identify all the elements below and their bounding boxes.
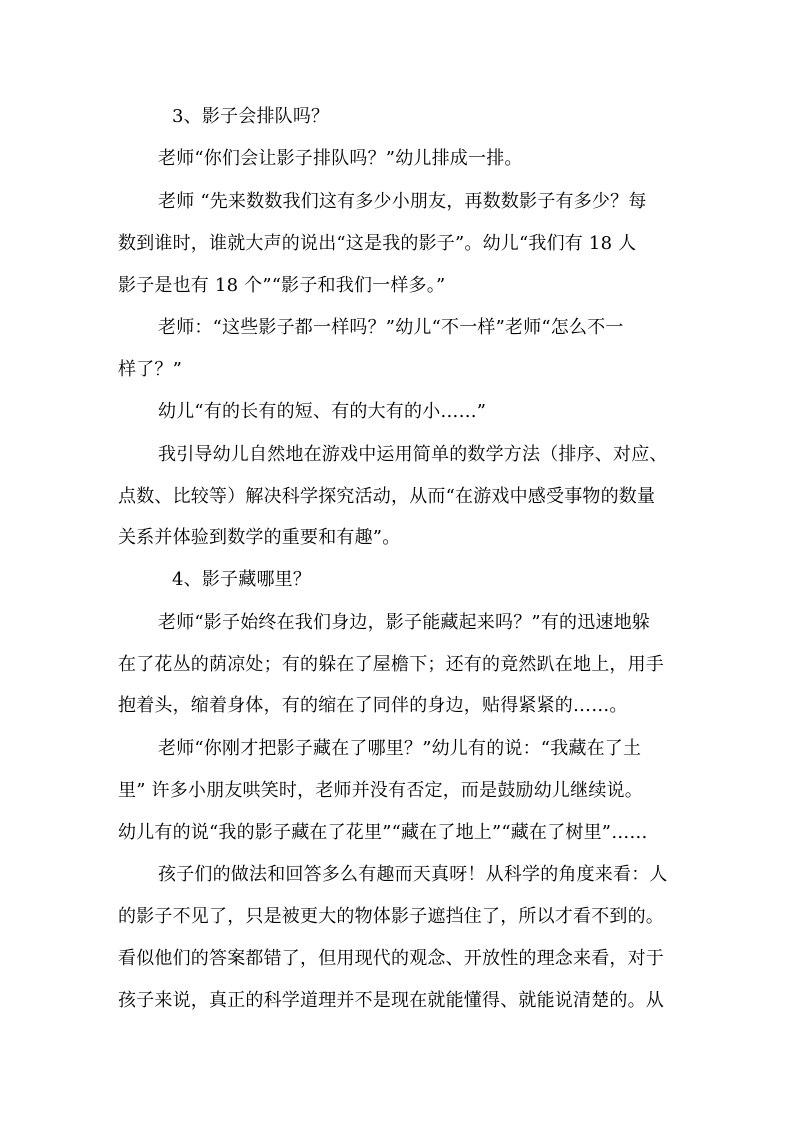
paragraph-line: 孩子来说，真正的科学道理并不是现在就能懂得、就能说清楚的。从	[118, 990, 664, 1011]
paragraph-line: 关系并体验到数学的重要和有趣”。	[118, 527, 401, 548]
section-heading-3: 3、影子会排队吗？	[172, 106, 330, 127]
paragraph-line: 点数、比较等）解决科学探究活动，从而“在游戏中感受事物的数量	[118, 486, 656, 507]
paragraph-line: 在了花丛的荫凉处；有的躲在了屋檐下；还有的竟然趴在地上，用手	[118, 654, 664, 675]
paragraph-line: 的影子不见了，只是被更大的物体影子遮挡住了，所以才看不到的。	[118, 906, 664, 927]
paragraph-line: 幼儿有的说“我的影子藏在了花里”“藏在了地上”“藏在了树里”……	[118, 822, 648, 843]
paragraph-line: 看似他们的答案都错了，但用现代的观念、开放性的理念来看，对于	[118, 948, 664, 969]
paragraph-line: 老师“你刚才把影子藏在了哪里？”幼儿有的说：“我藏在了土	[158, 738, 642, 759]
paragraph-line: 老师“你们会让影子排队吗？”幼儿排成一排。	[158, 148, 523, 169]
paragraph-line: 幼儿“有的长有的短、有的大有的小……”	[158, 401, 487, 422]
section-heading-4: 4、影子藏哪里？	[172, 569, 312, 590]
paragraph-line: 老师“影子始终在我们身边，影子能藏起来吗？”有的迅速地躲	[158, 612, 651, 633]
paragraph-line: 我引导幼儿自然地在游戏中运用简单的数学方法（排序、对应、	[158, 444, 668, 465]
paragraph-line: 影子是也有 18 个”“影子和我们一样多。”	[118, 275, 446, 296]
paragraph-line: 孩子们的做法和回答多么有趣而天真呀！从科学的角度来看：人	[158, 864, 668, 885]
paragraph-line: 老师 “先来数数我们这有多少小朋友，再数数影子有多少？每	[158, 191, 647, 212]
paragraph-line: 老师：“这些影子都一样吗？”幼儿“不一样”老师“怎么不一	[158, 317, 624, 338]
paragraph-line: 样了？”	[118, 359, 183, 380]
paragraph-line: 数到谁时，谁就大声的说出“这是我的影子”。幼儿“我们有 18 人	[118, 233, 637, 254]
paragraph-line: 抱着头，缩着身体，有的缩在了同伴的身边，贴得紧紧的……。	[118, 695, 628, 716]
paragraph-line: 里” 许多小朋友哄笑时，老师并没有否定，而是鼓励幼儿继续说。	[118, 780, 643, 801]
